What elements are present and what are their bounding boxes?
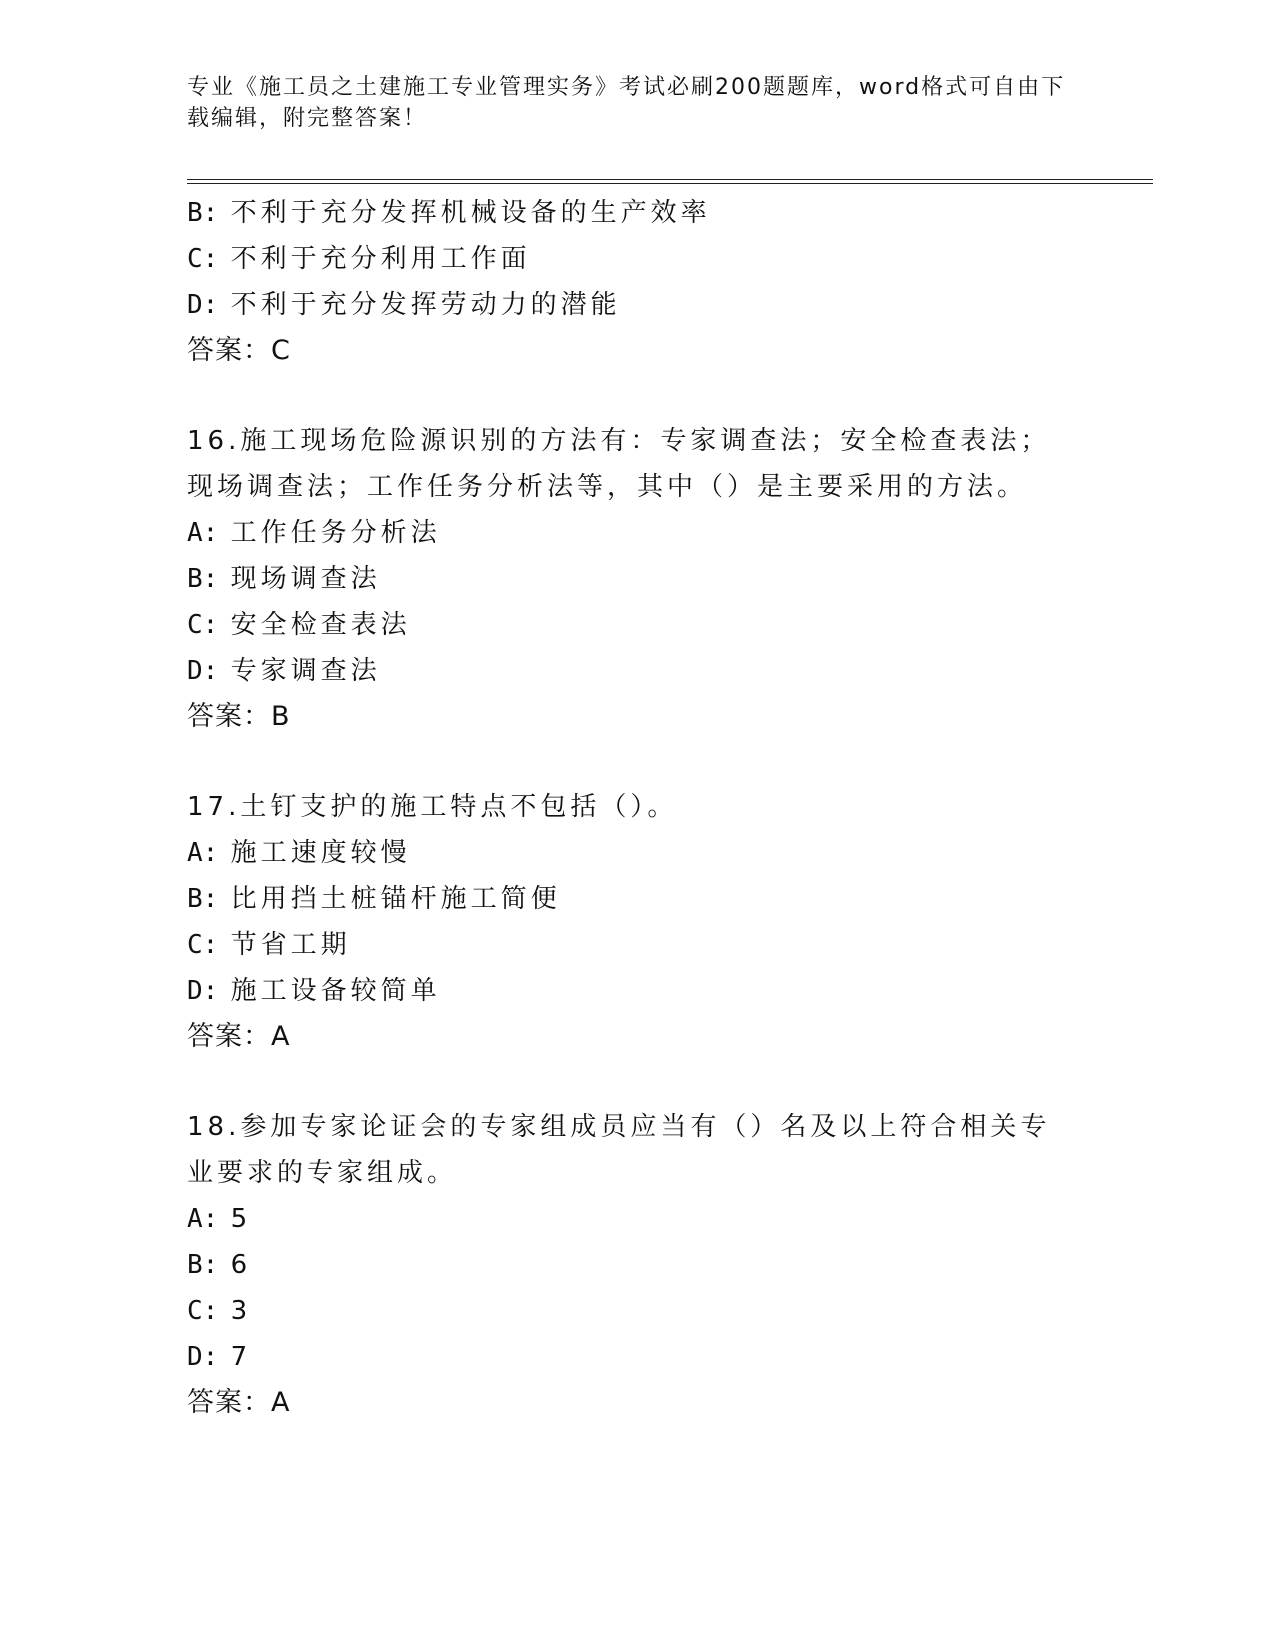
option-b: B: 现场调查法 <box>187 564 381 594</box>
header-rule-bottom <box>187 183 1153 184</box>
option-c: C: 3 <box>187 1296 252 1326</box>
option-a: A: 施工速度较慢 <box>187 838 411 868</box>
option-b: B: 不利于充分发挥机械设备的生产效率 <box>187 198 711 228</box>
question-17 <box>187 784 1087 1060</box>
answer: 答案：B <box>187 701 291 732</box>
option-a: A: 5 <box>187 1204 252 1234</box>
question-text: 17.土钉支护的施工特点不包括（）。 <box>187 792 678 822</box>
question-16 <box>187 418 1087 740</box>
header-rule-top <box>187 179 1153 180</box>
answer: 答案：C <box>187 335 291 366</box>
option-d: D: 专家调查法 <box>187 656 381 686</box>
option-d: D: 7 <box>187 1342 252 1372</box>
answer: 答案：A <box>187 1021 291 1052</box>
option-b: B: 比用挡土桩锚杆施工简便 <box>187 884 561 914</box>
question-text: 18.参加专家论证会的专家组成员应当有（）名及以上符合相关专业要求的专家组成。 <box>187 1112 1051 1188</box>
option-a: A: 工作任务分析法 <box>187 518 441 548</box>
option-d: D: 施工设备较简单 <box>187 976 441 1006</box>
question-text: 16.施工现场危险源识别的方法有：专家调查法；安全检查表法；现场调查法；工作任务分析法等，其中（）是主要采用的方法。 <box>187 426 1051 502</box>
option-c: C: 安全检查表法 <box>187 610 411 640</box>
option-b: B: 6 <box>187 1250 252 1280</box>
answer: 答案：A <box>187 1387 291 1418</box>
questions-content <box>187 190 1087 1426</box>
question-18 <box>187 1104 1087 1426</box>
option-c: C: 不利于充分利用工作面 <box>187 244 531 274</box>
document-header: 专业《施工员之土建施工专业管理实务》考试必刷200题题库，word格式可自由下载编辑，附完整答案！ <box>187 75 1066 131</box>
option-c: C: 节省工期 <box>187 930 351 960</box>
option-d: D: 不利于充分发挥劳动力的潜能 <box>187 290 621 320</box>
question-fragment <box>187 190 1087 374</box>
